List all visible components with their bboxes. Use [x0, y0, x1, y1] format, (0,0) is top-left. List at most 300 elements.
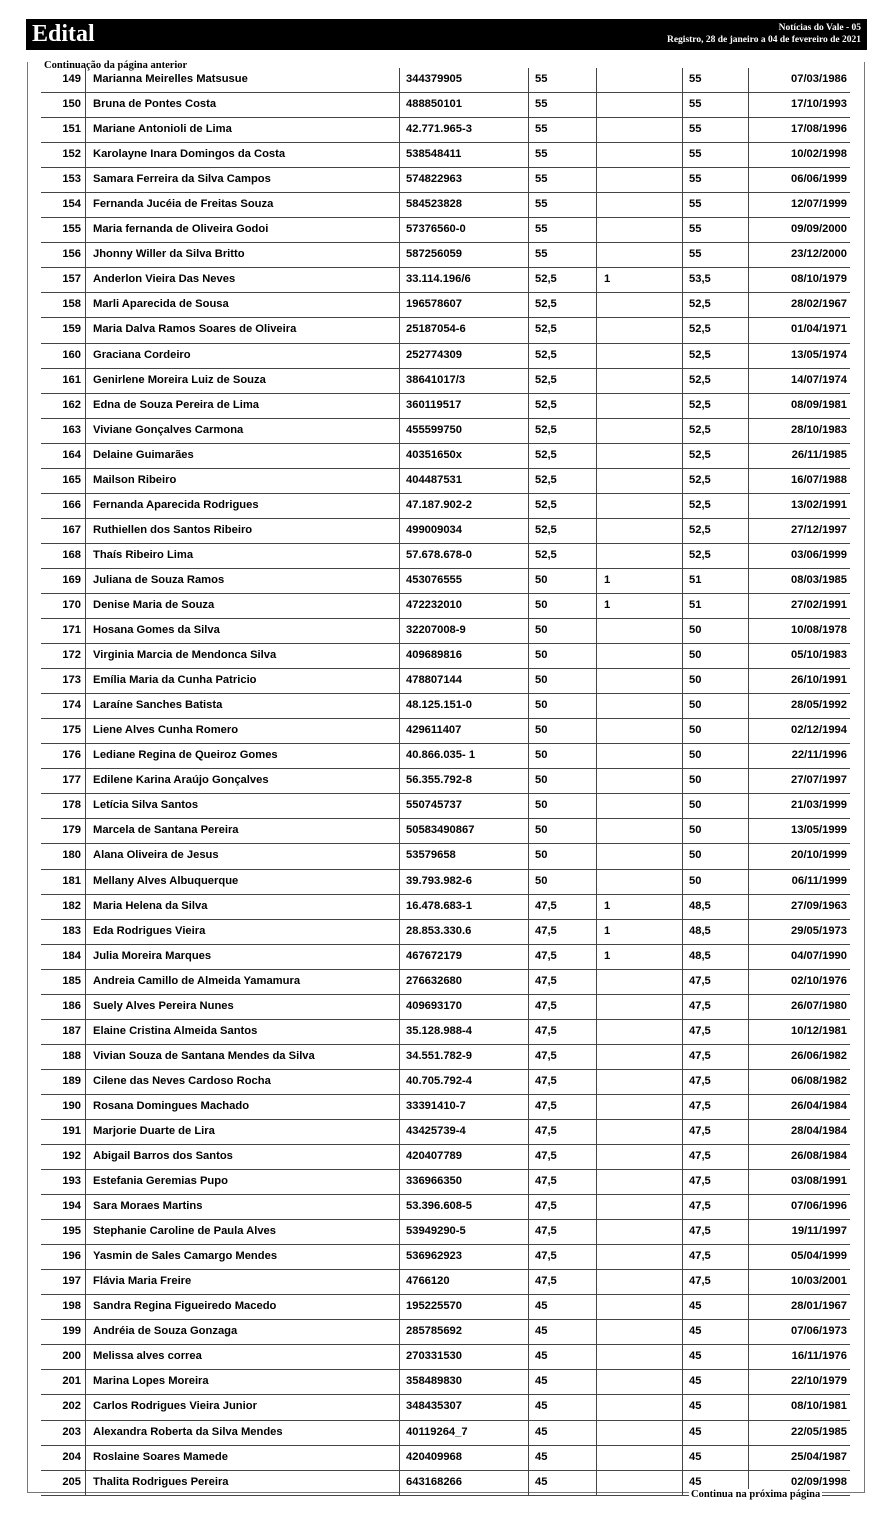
bonus-cell — [596, 419, 682, 443]
document-number-cell: 409689816 — [399, 644, 526, 668]
row-number-cell: 153 — [41, 168, 86, 192]
row-number-cell: 186 — [41, 995, 86, 1019]
bonus-cell — [596, 1170, 682, 1194]
score-cell: 50 — [528, 744, 596, 768]
total-score-cell: 52,5 — [682, 419, 748, 443]
birth-date-cell: 14/07/1974 — [748, 369, 850, 393]
score-cell: 52,5 — [528, 293, 596, 317]
total-score-cell: 50 — [682, 619, 748, 643]
score-cell: 45 — [528, 1295, 596, 1319]
table-row — [41, 168, 850, 193]
candidate-name-cell: Denise Maria de Souza — [93, 598, 215, 611]
table-row — [41, 995, 850, 1020]
score-cell: 50 — [528, 844, 596, 868]
birth-date-cell: 27/02/1991 — [748, 594, 850, 618]
total-score-cell: 47,5 — [682, 1145, 748, 1169]
row-number-cell: 156 — [41, 243, 86, 267]
score-cell: 47,5 — [528, 1020, 596, 1044]
row-number-cell: 158 — [41, 293, 86, 317]
bonus-cell: 1 — [596, 945, 682, 969]
table-row — [41, 469, 850, 494]
document-number-cell: 47.187.902-2 — [399, 494, 526, 518]
score-cell: 47,5 — [528, 1220, 596, 1244]
table-row — [41, 93, 850, 118]
row-number-cell: 176 — [41, 744, 86, 768]
bonus-cell — [596, 870, 682, 894]
document-number-cell: 32207008-9 — [399, 619, 526, 643]
candidates-table — [41, 68, 850, 1496]
document-number-cell: 643168266 — [399, 1471, 526, 1495]
total-score-cell: 52,5 — [682, 444, 748, 468]
birth-date-cell: 22/05/1985 — [748, 1421, 850, 1445]
total-score-cell: 50 — [682, 769, 748, 793]
total-score-cell: 55 — [682, 193, 748, 217]
total-score-cell: 51 — [682, 594, 748, 618]
row-number-cell: 203 — [41, 1421, 86, 1445]
table-row — [41, 769, 850, 794]
candidate-name-cell: Mariane Antonioli de Lima — [93, 123, 232, 136]
document-number-cell: 43425739-4 — [399, 1120, 526, 1144]
document-number-cell: 57.678.678-0 — [399, 544, 526, 568]
table-row — [41, 1195, 850, 1220]
birth-date-cell: 12/07/1999 — [748, 193, 850, 217]
table-row — [41, 1095, 850, 1120]
table-row — [41, 1395, 850, 1420]
score-cell: 50 — [528, 644, 596, 668]
total-score-cell: 55 — [682, 243, 748, 267]
total-score-cell: 47,5 — [682, 1020, 748, 1044]
row-number-cell: 149 — [41, 68, 86, 92]
table-row — [41, 1245, 850, 1270]
table-row — [41, 744, 850, 769]
score-cell: 47,5 — [528, 1070, 596, 1094]
score-cell: 50 — [528, 870, 596, 894]
row-number-cell: 159 — [41, 318, 86, 342]
birth-date-cell: 28/04/1984 — [748, 1120, 850, 1144]
score-cell: 55 — [528, 68, 596, 92]
score-cell: 52,5 — [528, 519, 596, 543]
bonus-cell — [596, 168, 682, 192]
score-cell: 52,5 — [528, 318, 596, 342]
table-row — [41, 694, 850, 719]
score-cell: 47,5 — [528, 1095, 596, 1119]
candidate-name-cell: Carlos Rodrigues Vieira Junior — [93, 1400, 257, 1413]
birth-date-cell: 06/11/1999 — [748, 870, 850, 894]
document-number-cell: 550745737 — [399, 794, 526, 818]
total-score-cell: 47,5 — [682, 1220, 748, 1244]
bonus-cell — [596, 1195, 682, 1219]
document-number-cell: 40.866.035- 1 — [399, 744, 526, 768]
bonus-cell — [596, 444, 682, 468]
document-number-cell: 28.853.330.6 — [399, 920, 526, 944]
table-row — [41, 68, 850, 93]
row-number-cell: 182 — [41, 895, 86, 919]
total-score-cell: 45 — [682, 1345, 748, 1369]
table-row — [41, 193, 850, 218]
total-score-cell: 48,5 — [682, 920, 748, 944]
row-number-cell: 175 — [41, 719, 86, 743]
row-number-cell: 181 — [41, 870, 86, 894]
total-score-cell: 53,5 — [682, 268, 748, 292]
bonus-cell — [596, 293, 682, 317]
candidate-name-cell: Samara Ferreira da Silva Campos — [93, 173, 271, 186]
candidate-name-cell: Marjorie Duarte de Lira — [93, 1124, 215, 1137]
table-row — [41, 844, 850, 869]
table-row — [41, 394, 850, 419]
birth-date-cell: 13/02/1991 — [748, 494, 850, 518]
bonus-cell — [596, 1120, 682, 1144]
birth-date-cell: 16/07/1988 — [748, 469, 850, 493]
bonus-cell — [596, 318, 682, 342]
bonus-cell — [596, 995, 682, 1019]
candidate-name-cell: Julia Moreira Marques — [93, 949, 212, 962]
score-cell: 50 — [528, 594, 596, 618]
total-score-cell: 52,5 — [682, 519, 748, 543]
total-score-cell: 51 — [682, 569, 748, 593]
total-score-cell: 52,5 — [682, 469, 748, 493]
score-cell: 52,5 — [528, 469, 596, 493]
table-row — [41, 1421, 850, 1446]
document-number-cell: 39.793.982-6 — [399, 870, 526, 894]
total-score-cell: 45 — [682, 1320, 748, 1344]
candidate-name-cell: Maria fernanda de Oliveira Godoi — [93, 223, 269, 236]
document-number-cell: 344379905 — [399, 68, 526, 92]
table-row — [41, 895, 850, 920]
birth-date-cell: 03/06/1999 — [748, 544, 850, 568]
row-number-cell: 192 — [41, 1145, 86, 1169]
bonus-cell — [596, 619, 682, 643]
candidate-name-cell: Marianna Meirelles Matsusue — [93, 73, 248, 85]
total-score-cell: 50 — [682, 870, 748, 894]
document-number-cell: 499009034 — [399, 519, 526, 543]
bonus-cell — [596, 1270, 682, 1294]
row-number-cell: 161 — [41, 369, 86, 393]
bonus-cell — [596, 719, 682, 743]
document-number-cell: 53949290-5 — [399, 1220, 526, 1244]
table-row — [41, 143, 850, 168]
table-row — [41, 1170, 850, 1195]
candidate-name-cell: Delaine Guimarães — [93, 448, 194, 461]
document-number-cell: 196578607 — [399, 293, 526, 317]
candidate-name-cell: Marcela de Santana Pereira — [93, 824, 239, 837]
total-score-cell: 52,5 — [682, 494, 748, 518]
candidate-name-cell: Anderlon Vieira Das Neves — [93, 273, 236, 286]
table-row — [41, 318, 850, 343]
bonus-cell — [596, 1095, 682, 1119]
score-cell: 47,5 — [528, 995, 596, 1019]
score-cell: 45 — [528, 1471, 596, 1495]
score-cell: 47,5 — [528, 1145, 596, 1169]
bonus-cell: 1 — [596, 594, 682, 618]
total-score-cell: 45 — [682, 1295, 748, 1319]
row-number-cell: 166 — [41, 494, 86, 518]
document-number-cell: 270331530 — [399, 1345, 526, 1369]
candidate-name-cell: Estefania Geremias Pupo — [93, 1175, 228, 1188]
score-cell: 50 — [528, 569, 596, 593]
total-score-cell: 45 — [682, 1395, 748, 1419]
candidate-name-cell: Eda Rodrigues Vieira — [93, 924, 206, 937]
row-number-cell: 150 — [41, 93, 86, 117]
birth-date-cell: 21/03/1999 — [748, 794, 850, 818]
document-number-cell: 478807144 — [399, 669, 526, 693]
table-row — [41, 1270, 850, 1295]
score-cell: 47,5 — [528, 1120, 596, 1144]
candidate-name-cell: Maria Dalva Ramos Soares de Oliveira — [93, 323, 297, 336]
table-row — [41, 1120, 850, 1145]
total-score-cell: 52,5 — [682, 544, 748, 568]
document-number-cell: 33391410-7 — [399, 1095, 526, 1119]
score-cell: 52,5 — [528, 344, 596, 368]
table-row — [41, 544, 850, 569]
row-number-cell: 152 — [41, 143, 86, 167]
bonus-cell — [596, 1020, 682, 1044]
document-number-cell: 538548411 — [399, 143, 526, 167]
total-score-cell: 47,5 — [682, 1245, 748, 1269]
birth-date-cell: 28/05/1992 — [748, 694, 850, 718]
newspaper-name: Notícias do Vale - 05 — [778, 23, 861, 33]
score-cell: 55 — [528, 118, 596, 142]
total-score-cell: 48,5 — [682, 945, 748, 969]
candidate-name-cell: Emília Maria da Cunha Patricio — [93, 674, 257, 687]
birth-date-cell: 19/11/1997 — [748, 1220, 850, 1244]
total-score-cell: 52,5 — [682, 344, 748, 368]
bonus-cell — [596, 143, 682, 167]
score-cell: 52,5 — [528, 394, 596, 418]
bonus-cell — [596, 494, 682, 518]
candidate-name-cell: Elaine Cristina Almeida Santos — [93, 1024, 258, 1037]
document-number-cell: 348435307 — [399, 1395, 526, 1419]
candidate-name-cell: Hosana Gomes da Silva — [93, 624, 220, 637]
bonus-cell: 1 — [596, 920, 682, 944]
table-row — [41, 619, 850, 644]
row-number-cell: 205 — [41, 1471, 86, 1495]
row-number-cell: 154 — [41, 193, 86, 217]
table-row — [41, 1070, 850, 1095]
document-number-cell: 40119264_7 — [399, 1421, 526, 1445]
candidate-name-cell: Juliana de Souza Ramos — [93, 573, 225, 586]
birth-date-cell: 27/12/1997 — [748, 519, 850, 543]
candidate-name-cell: Marli Aparecida de Sousa — [93, 298, 229, 311]
bonus-cell — [596, 1471, 682, 1495]
total-score-cell: 47,5 — [682, 1270, 748, 1294]
total-score-cell: 50 — [682, 694, 748, 718]
row-number-cell: 201 — [41, 1370, 86, 1394]
document-number-cell: 35.128.988-4 — [399, 1020, 526, 1044]
row-number-cell: 172 — [41, 644, 86, 668]
bonus-cell — [596, 819, 682, 843]
table-row — [41, 945, 850, 970]
birth-date-cell: 25/04/1987 — [748, 1446, 850, 1470]
candidate-name-cell: Jhonny Willer da Silva Britto — [93, 248, 245, 261]
table-row — [41, 1220, 850, 1245]
row-number-cell: 199 — [41, 1320, 86, 1344]
candidate-name-cell: Cilene das Neves Cardoso Rocha — [93, 1074, 271, 1087]
score-cell: 52,5 — [528, 494, 596, 518]
candidate-name-cell: Laraíne Sanches Batista — [93, 699, 223, 712]
score-cell: 55 — [528, 193, 596, 217]
total-score-cell: 55 — [682, 68, 748, 92]
document-number-cell: 536962923 — [399, 1245, 526, 1269]
document-number-cell: 56.355.792-8 — [399, 769, 526, 793]
score-cell: 47,5 — [528, 1245, 596, 1269]
document-number-cell: 50583490867 — [399, 819, 526, 843]
candidate-name-cell: Flávia Maria Freire — [93, 1275, 192, 1288]
table-row — [41, 293, 850, 318]
row-number-cell: 184 — [41, 945, 86, 969]
birth-date-cell: 17/08/1996 — [748, 118, 850, 142]
candidate-name-cell: Melissa alves correa — [93, 1350, 202, 1363]
document-number-cell: 429611407 — [399, 719, 526, 743]
table-row — [41, 118, 850, 143]
document-number-cell: 53.396.608-5 — [399, 1195, 526, 1219]
row-number-cell: 162 — [41, 394, 86, 418]
total-score-cell: 55 — [682, 218, 748, 242]
birth-date-cell: 26/08/1984 — [748, 1145, 850, 1169]
table-row — [41, 669, 850, 694]
document-number-cell: 195225570 — [399, 1295, 526, 1319]
bonus-cell — [596, 769, 682, 793]
candidate-name-cell: Sandra Regina Figueiredo Macedo — [93, 1300, 277, 1313]
birth-date-cell: 27/07/1997 — [748, 769, 850, 793]
candidate-name-cell: Viviane Gonçalves Carmona — [93, 423, 244, 436]
bonus-cell — [596, 970, 682, 994]
score-cell: 50 — [528, 794, 596, 818]
score-cell: 55 — [528, 218, 596, 242]
document-number-cell: 455599750 — [399, 419, 526, 443]
total-score-cell: 50 — [682, 669, 748, 693]
score-cell: 47,5 — [528, 945, 596, 969]
score-cell: 55 — [528, 93, 596, 117]
table-row — [41, 569, 850, 594]
candidate-name-cell: Lediane Regina de Queiroz Gomes — [93, 749, 278, 762]
candidate-name-cell: Alana Oliveira de Jesus — [93, 849, 219, 862]
total-score-cell: 52,5 — [682, 369, 748, 393]
bonus-cell — [596, 369, 682, 393]
candidate-name-cell: Fernanda Aparecida Rodrigues — [93, 498, 259, 511]
document-number-cell: 574822963 — [399, 168, 526, 192]
birth-date-cell: 13/05/1999 — [748, 819, 850, 843]
table-row — [41, 920, 850, 945]
total-score-cell: 50 — [682, 719, 748, 743]
row-number-cell: 200 — [41, 1345, 86, 1369]
row-number-cell: 197 — [41, 1270, 86, 1294]
row-number-cell: 202 — [41, 1395, 86, 1419]
bonus-cell — [596, 694, 682, 718]
bonus-cell — [596, 243, 682, 267]
birth-date-cell: 26/06/1982 — [748, 1045, 850, 1069]
row-number-cell: 204 — [41, 1446, 86, 1470]
candidate-name-cell: Edna de Souza Pereira de Lima — [93, 398, 260, 411]
document-number-cell: 252774309 — [399, 344, 526, 368]
total-score-cell: 55 — [682, 168, 748, 192]
score-cell: 52,5 — [528, 444, 596, 468]
document-number-cell: 34.551.782-9 — [399, 1045, 526, 1069]
document-number-cell: 48.125.151-0 — [399, 694, 526, 718]
document-number-cell: 38641017/3 — [399, 369, 526, 393]
birth-date-cell: 13/05/1974 — [748, 344, 850, 368]
candidate-name-cell: Thaís Ribeiro Lima — [93, 548, 194, 561]
row-number-cell: 189 — [41, 1070, 86, 1094]
candidate-name-cell: Maria Helena da Silva — [93, 899, 208, 912]
score-cell: 47,5 — [528, 895, 596, 919]
table-row — [41, 594, 850, 619]
candidate-name-cell: Bruna de Pontes Costa — [93, 98, 217, 111]
bonus-cell — [596, 1070, 682, 1094]
table-row — [41, 1045, 850, 1070]
score-cell: 52,5 — [528, 369, 596, 393]
birth-date-cell: 02/09/1998 — [748, 1471, 850, 1495]
candidate-name-cell: Genirlene Moreira Luiz de Souza — [93, 373, 266, 386]
total-score-cell: 52,5 — [682, 318, 748, 342]
birth-date-cell: 02/10/1976 — [748, 970, 850, 994]
birth-date-cell: 05/10/1983 — [748, 644, 850, 668]
document-number-cell: 453076555 — [399, 569, 526, 593]
birth-date-cell: 23/12/2000 — [748, 243, 850, 267]
birth-date-cell: 16/11/1976 — [748, 1345, 850, 1369]
score-cell: 45 — [528, 1421, 596, 1445]
table-row — [41, 1370, 850, 1395]
bonus-cell — [596, 1295, 682, 1319]
row-number-cell: 170 — [41, 594, 86, 618]
birth-date-cell: 10/02/1998 — [748, 143, 850, 167]
bonus-cell — [596, 218, 682, 242]
score-cell: 47,5 — [528, 920, 596, 944]
candidate-name-cell: Mailson Ribeiro — [93, 473, 177, 486]
birth-date-cell: 06/08/1982 — [748, 1070, 850, 1094]
total-score-cell: 55 — [682, 93, 748, 117]
score-cell: 47,5 — [528, 1045, 596, 1069]
table-row — [41, 444, 850, 469]
birth-date-cell: 10/12/1981 — [748, 1020, 850, 1044]
total-score-cell: 45 — [682, 1421, 748, 1445]
document-number-cell: 409693170 — [399, 995, 526, 1019]
total-score-cell: 47,5 — [682, 970, 748, 994]
registry-dates: Registro, 28 de janeiro a 04 de fevereiro de 2021 — [666, 35, 861, 45]
continuation-top-note: Continuação da página anterior — [44, 60, 188, 71]
document-number-cell: 40.705.792-4 — [399, 1070, 526, 1094]
document-number-cell: 358489830 — [399, 1370, 526, 1394]
bonus-cell — [596, 193, 682, 217]
document-number-cell: 420409968 — [399, 1446, 526, 1470]
score-cell: 50 — [528, 769, 596, 793]
birth-date-cell: 26/07/1980 — [748, 995, 850, 1019]
birth-date-cell: 01/04/1971 — [748, 318, 850, 342]
birth-date-cell: 07/06/1973 — [748, 1320, 850, 1344]
candidate-name-cell: Edilene Karina Araújo Gonçalves — [93, 774, 269, 787]
birth-date-cell: 26/04/1984 — [748, 1095, 850, 1119]
score-cell: 45 — [528, 1320, 596, 1344]
table-row — [41, 419, 850, 444]
bonus-cell — [596, 1045, 682, 1069]
continuation-bottom-note: Continua na próxima página — [691, 1489, 821, 1500]
score-cell: 52,5 — [528, 268, 596, 292]
row-number-cell: 157 — [41, 268, 86, 292]
document-number-cell: 488850101 — [399, 93, 526, 117]
birth-date-cell: 29/05/1973 — [748, 920, 850, 944]
row-number-cell: 190 — [41, 1095, 86, 1119]
table-row — [41, 369, 850, 394]
table-row — [41, 243, 850, 268]
row-number-cell: 177 — [41, 769, 86, 793]
row-number-cell: 173 — [41, 669, 86, 693]
row-number-cell: 185 — [41, 970, 86, 994]
bonus-cell: 1 — [596, 268, 682, 292]
total-score-cell: 47,5 — [682, 1170, 748, 1194]
page-title: Edital — [32, 21, 95, 47]
birth-date-cell: 28/01/1967 — [748, 1295, 850, 1319]
score-cell: 52,5 — [528, 419, 596, 443]
birth-date-cell: 08/09/1981 — [748, 394, 850, 418]
